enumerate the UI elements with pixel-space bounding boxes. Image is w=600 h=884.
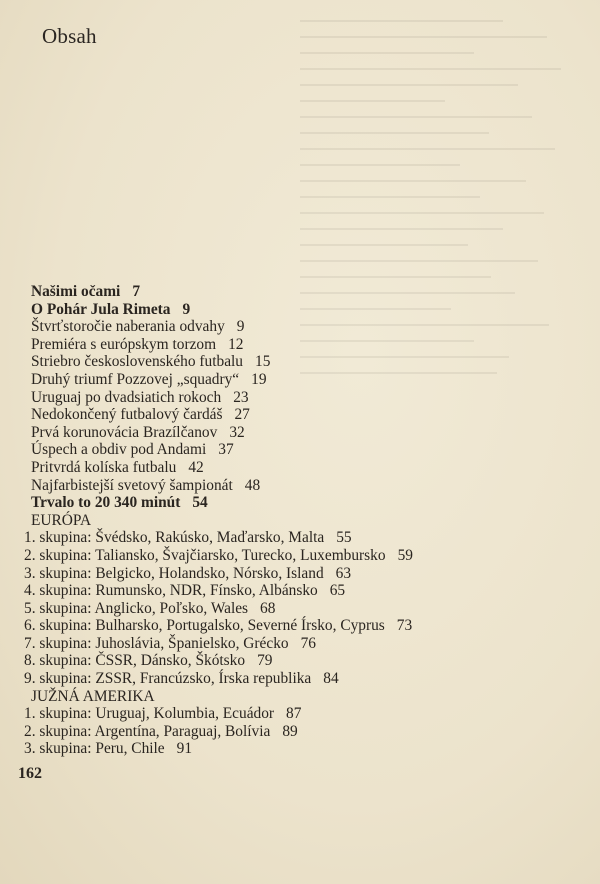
toc-entry-title: 2. skupina: Argentína, Paraguaj, Bolívia — [24, 722, 271, 740]
toc-entry — [24, 529, 584, 547]
toc-entry-page-number: 9 — [182, 300, 191, 318]
toc-entry-page-number: 89 — [282, 722, 298, 740]
toc-entry — [24, 688, 584, 706]
toc-entry-title: 8. skupina: ČSSR, Dánsko, Škótsko — [24, 652, 246, 670]
toc-entry — [24, 635, 584, 653]
toc-entry-page-number: 27 — [234, 406, 250, 424]
toc-entry-page-number: 65 — [329, 582, 346, 600]
toc-entry-page-number: 76 — [300, 634, 316, 652]
toc-entry — [24, 740, 584, 758]
toc-entry-title: 7. skupina: Juhoslávia, Španielsko, Grécko — [24, 634, 289, 652]
toc-entry-title: Striebro československého futbalu — [31, 353, 244, 371]
toc-entry — [24, 512, 584, 530]
toc-entry — [24, 582, 584, 600]
toc-entry-title: 1. skupina: Uruguaj, Kolumbia, Ecuádor — [24, 705, 275, 723]
toc-entry-title: Uruguaj po dvadsiatich rokoch — [31, 388, 222, 406]
page-number: 162 — [18, 765, 42, 782]
toc-entry-page-number: 48 — [244, 476, 261, 494]
toc-entry — [24, 705, 584, 723]
toc-entry-title: Štvrťstoročie naberania odvahy — [31, 318, 225, 336]
toc-entry-page-number: 32 — [229, 423, 245, 441]
toc-entry-title: Našimi očami — [31, 283, 121, 300]
toc-entry — [24, 283, 584, 301]
toc-entry-title: Najfarbistejší svetový šampionát — [31, 476, 233, 494]
toc-entry-page-number: 84 — [323, 670, 339, 688]
toc-entry-title: 4. skupina: Rumunsko, NDR, Fínsko, Albánsko — [24, 582, 318, 600]
toc-entry-page-number: 68 — [260, 599, 276, 617]
toc-entry — [24, 336, 584, 354]
toc-entry — [24, 424, 584, 442]
toc-entry-title: 3. skupina: Peru, Chile — [24, 740, 165, 758]
toc-entry-title: 5. skupina: Anglicko, Poľsko, Wales — [24, 599, 249, 617]
toc-entry — [24, 406, 584, 424]
toc-entry-title: JUŽNÁ AMERIKA — [31, 687, 155, 705]
toc-entry-page-number: 55 — [336, 529, 352, 547]
toc-entry — [24, 301, 584, 319]
toc-entry — [24, 670, 584, 688]
toc-entry-page-number: 87 — [286, 705, 302, 723]
toc-entry-page-number: 9 — [236, 318, 245, 336]
toc-entry — [24, 441, 584, 459]
toc-entry-page-number: 91 — [176, 740, 193, 758]
toc-entry — [24, 494, 584, 512]
toc-entry-page-number: 37 — [218, 441, 234, 459]
toc-entry-page-number: 73 — [396, 617, 413, 635]
toc-entry-title: 9. skupina: ZSSR, Francúzsko, Írska republika — [24, 670, 312, 688]
toc-entry-title: Premiéra s európskym torzom — [31, 335, 217, 353]
toc-entry-title: EURÓPA — [31, 511, 92, 529]
toc-entry-title: 6. skupina: Bulharsko, Portugalsko, Severné Írsko, Cyprus — [24, 617, 385, 635]
toc-entry-title: Nedokončený futbalový čardáš — [31, 406, 223, 424]
toc-entry — [24, 371, 584, 389]
toc-entry-title: O Pohár Jula Rimeta — [31, 300, 171, 318]
toc-entry — [24, 318, 584, 336]
toc-entry — [24, 547, 584, 565]
toc-entry-page-number: 23 — [233, 388, 249, 406]
toc-entry-title: Pritvrdá kolíska futbalu — [31, 458, 177, 476]
toc-entry-title: 1. skupina: Švédsko, Rakúsko, Maďarsko, Malta — [24, 529, 325, 547]
toc-entry — [24, 723, 584, 741]
toc-entry-title: 3. skupina: Belgicko, Holandsko, Nórsko, Island — [24, 564, 324, 582]
toc-entry — [24, 617, 584, 635]
toc-entry-page-number: 19 — [251, 370, 267, 388]
toc-entry-page-number: 15 — [255, 353, 271, 371]
toc-entry — [24, 389, 584, 407]
toc-entry-title: 2. skupina: Taliansko, Švajčiarsko, Turecko, Luxembursko — [24, 546, 386, 564]
toc-entry — [24, 565, 584, 583]
toc-entry-page-number: 42 — [188, 458, 204, 476]
toc-entry-page-number: 79 — [257, 652, 273, 670]
toc-entry — [24, 353, 584, 371]
toc-entry-title: Prvá korunovácia Brazílčanov — [31, 423, 218, 441]
toc-entry-title: Trvalo to 20 340 minút — [31, 494, 181, 512]
toc-entry-title: Druhý triumf Pozzovej „squadry“ — [31, 370, 240, 388]
page-title: Obsah — [42, 24, 97, 48]
toc-entry-page-number: 54 — [192, 494, 208, 512]
toc-entry — [24, 477, 584, 495]
toc-entry — [24, 600, 584, 618]
toc-entry-title: Úspech a obdiv pod Andami — [31, 441, 207, 459]
toc-entry-page-number: 7 — [132, 283, 141, 300]
toc-entry — [24, 459, 584, 477]
table-of-contents — [24, 283, 584, 758]
toc-entry — [24, 652, 584, 670]
toc-entry-page-number: 63 — [335, 564, 352, 582]
toc-entry-page-number: 59 — [397, 546, 413, 564]
toc-entry-page-number: 12 — [228, 335, 244, 353]
